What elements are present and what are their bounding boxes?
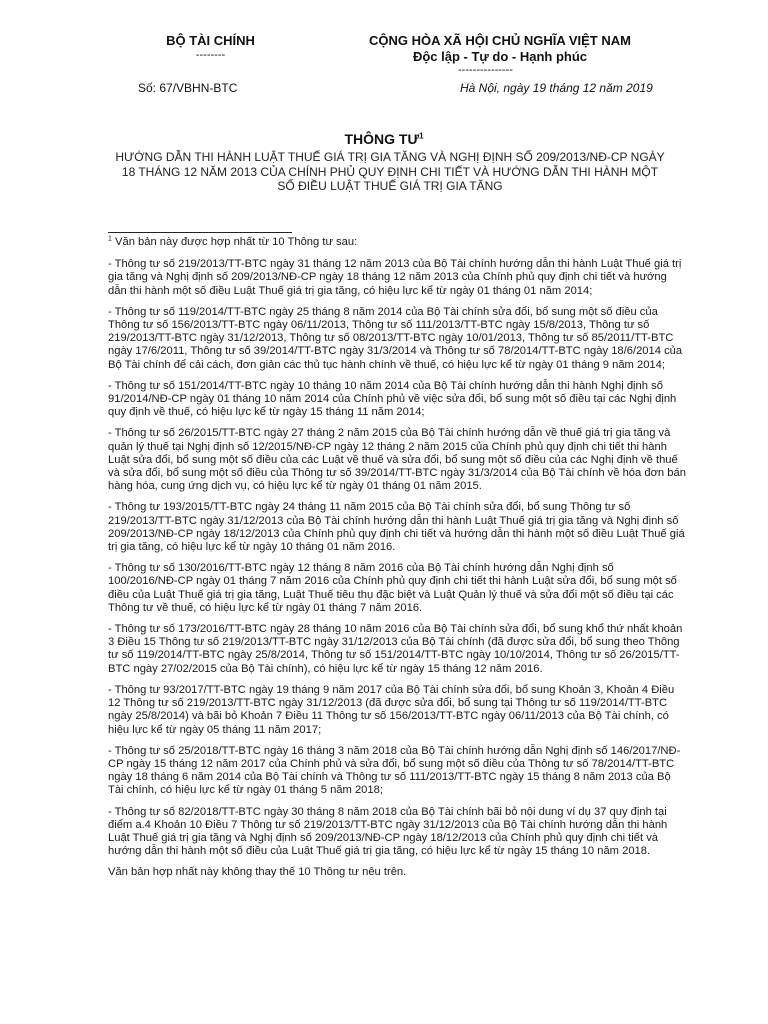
- footnote-section: [108, 236, 686, 880]
- footnote-list-item: - Thông tư số 26/2015/TT-BTC ngày 27 tháng 2 năm 2015 của Bộ Tài chính hướng dẫn về thuế giá trị gia tăng và quản lý thuế tại Nghị định số 12/2015/NĐ-CP ngày 12 tháng 2 năm 2015 của Chính phủ quy định chi tiết thi hành Luật sửa đổi, bổ sung một số điều của các Luật về thuế và sửa đổi, bổ sung một số điều của các Nghị định về thuế và sửa đổi, bổ sung một số điều của Thông tư số 39/2014/TT-BTC ngày 31/3/2014 của Bộ Tài chính về hóa đơn bán hàng hóa, cung ứng dịch vụ, có hiệu lực kể từ ngày 01 tháng 01 năm 2015.: [108, 427, 686, 493]
- footnote-list-item: - Thông tư số 219/2013/TT-BTC ngày 31 tháng 12 năm 2013 của Bộ Tài chính hướng dẫn thi hành Luật Thuế giá trị gia tăng và Nghị định số 209/2013/NĐ-CP ngày 18 tháng 12 năm 2013 của Chính phủ quy định chi tiết và hướng dẫn thi hành một số điều Luật Thuế giá trị gia tăng, có hiệu lực kể từ ngày 01 tháng 01 năm 2014;: [108, 258, 682, 297]
- footnote-list-item: - Thông tư 193/2015/TT-BTC ngày 24 tháng 11 năm 2015 của Bộ Tài chính sửa đổi, bổ sung Thông tư số 219/2013/TT-BTC ngày 31/12/2013 của Bộ Tài chính hướng dẫn thi hành Luật Thuế giá trị gia tăng và Nghị định số 209/2013/NĐ-CP ngày 18/12/2013 của Chính phủ quy định chi tiết và hướng dẫn thi hành một số điều Luật Thuế giá trị gia tăng, có hiệu lực kể từ ngày 10 tháng 01 năm 2016.: [108, 501, 685, 554]
- footnote-list-item: - Thông tư 93/2017/TT-BTC ngày 19 tháng 9 năm 2017 của Bộ Tài chính sửa đổi, bổ sung Khoản 3, Khoản 4 Điều 12 Thông tư số 219/2013/TT-BTC ngày 31/12/2013 (đã được sửa đổi, bổ sung tại Thông tư số 119/2014/TT-BTC ngày 25/8/2014) và bãi bỏ Khoản 7 Điều 11 Thông tư số 156/2013/TT-BTC ngày 06/11/2013 của Bộ Tài chính, có hiệu lực kể từ ngày 05 tháng 11 năm 2017;: [108, 683, 675, 736]
- document-number: Số: 67/VBHN-BTC: [138, 81, 238, 95]
- footnote-list-item: - Thông tư số 82/2018/TT-BTC ngày 30 tháng 8 năm 2018 của Bộ Tài chính bãi bỏ nội dung ví dụ 37 quy định tại điểm a.4 Khoản 10 Điều 7 Thông tư số 219/2013/TT-BTC ngày 31/12/2013 của Bộ Tài chính hướng dẫn thi hành Luật Thuế giá trị gia tăng và Nghị định số 209/2013/NĐ-CP ngày 18/12/2013 của Chính phủ quy định chi tiết và hướng dẫn thi hành một số điều của Luật Thuế giá trị gia tăng, có hiệu lực kể từ ngày 15 tháng 10 năm 2018.: [108, 805, 668, 858]
- document-date: Hà Nội, ngày 19 tháng 12 năm 2019: [460, 81, 653, 95]
- footnote-mark: 1: [108, 235, 112, 243]
- footnote-separator: [108, 232, 292, 233]
- footnote-list-item: - Thông tư số 151/2014/TT-BTC ngày 10 tháng 10 năm 2014 của Bộ Tài chính hướng dẫn thi hành Nghị định số 91/2014/NĐ-CP ngày 01 tháng 10 năm 2014 của Chính phủ về việc sửa đổi, bổ sung một số điều tại các Nghị định quy định về thuế, có hiệu lực kể từ ngày 15 tháng 11 năm 2014;: [108, 379, 677, 419]
- footnote-intro: [108, 236, 686, 249]
- agency-divider: --------: [195, 49, 226, 61]
- national-motto: Độc lập - Tự do - Hạnh phúc: [412, 49, 588, 64]
- national-heading-block: [340, 33, 660, 75]
- footnote-list-item: - Thông tư số 25/2018/TT-BTC ngày 16 tháng 3 năm 2018 của Bộ Tài chính hướng dẫn Nghị định số 146/2017/NĐ-CP ngày 15 tháng 12 năm 2017 của Chính phủ và sửa đổi, bổ sung một số điều của Thông tư số 78/2014/TT-BTC ngày 18 tháng 6 năm 2014 của Bộ Tài chính và Thông tư số 111/2013/TT-BTC ngày 15 tháng 8 năm 2013 của Bộ Tài chính, có hiệu lực kể từ ngày 01 tháng 5 năm 2018;: [108, 744, 681, 797]
- footnote-intro-text: Văn bản này được hợp nhất từ 10 Thông tư sau:: [111, 236, 358, 248]
- motto-divider: ---------------: [458, 64, 513, 76]
- issuing-agency-block: [118, 33, 303, 61]
- footnote-list-item: - Thông tư số 173/2016/TT-BTC ngày 28 tháng 10 năm 2016 của Bộ Tài chính sửa đổi, bổ sung khổ thứ nhất khoản 3 Điều 15 Thông tư số 219/2013/TT-BTC ngày 31/12/2013 của Bộ Tài chính (đã được sửa đổi, bổ sung theo Thông tư số 119/2014/TT-BTC ngày 25/8/2014, Thông tư số 151/2014/TT-BTC ngày 10/10/2014, Thông tư số 26/2015/TT-BTC ngày 27/02/2015 của Bộ Tài chính), có hiệu lực kể từ ngày 15 tháng 12 năm 2016.: [108, 623, 683, 675]
- footnote-list-item: - Thông tư số 119/2014/TT-BTC ngày 25 tháng 8 năm 2014 của Bộ Tài chính sửa đổi, bổ sung một số điều của Thông tư số 156/2013/TT-BTC ngày 06/11/2013, Thông tư số 111/2013/TT-BTC ngày 15/8/2013, Thông tư số 219/2013/TT-BTC ngày 31/12/2013, Thông tư số 08/2013/TT-BTC ngày 10/01/2013, Thông tư số 85/2011/TT-BTC ngày 17/6/2011, Thông tư số 39/2014/TT-BTC ngày 31/3/2014 và Thông tư số 78/2014/TT-BTC ngày 18/6/2014 của Bộ Tài chính để cải cách, đơn giản các thủ tục hành chính về thuế, có hiệu lực kể từ ngày 01 tháng 9 năm 2014;: [108, 305, 683, 371]
- issuing-agency: BỘ TÀI CHÍNH: [166, 33, 255, 48]
- document-title: [0, 130, 768, 148]
- country-name: CỘNG HÒA XÃ HỘI CHỦ NGHĨA VIỆT NAM: [369, 33, 631, 48]
- document-title-text: THÔNG TƯ: [344, 131, 420, 147]
- title-footnote-mark[interactable]: 1: [419, 131, 424, 141]
- document-subtitle: HƯỚNG DẪN THI HÀNH LUẬT THUẾ GIÁ TRỊ GIA TĂNG VÀ NGHỊ ĐỊNH SỐ 209/2013/NĐ-CP NGÀY 18 THÁNG 12 NĂM 2013 CỦA CHÍNH PHỦ QUY ĐỊNH CHI TIẾT VÀ HƯỚNG DẪN THI HÀNH MỘT SỐ ĐIỀU LUẬT THUẾ GIÁ TRỊ GIA TĂNG: [115, 150, 665, 193]
- footnote-list-item: - Thông tư số 130/2016/TT-BTC ngày 12 tháng 8 năm 2016 của Bộ Tài chính hướng dẫn Nghị định số 100/2016/NĐ-CP ngày 01 tháng 7 năm 2016 của Chính phủ quy định chi tiết thi hành Luật sửa đổi, bổ sung một số điều của Luật Thuế giá trị gia tăng, Luật Thuế tiêu thụ đặc biệt và Luật Quản lý thuế và sửa đổi một số điều tại các Thông tư về thuế, có hiệu lực kể từ ngày 01 tháng 7 năm 2016.: [108, 562, 677, 614]
- footnote-closing-note: Văn bản hợp nhất này không thay thế 10 Thông tư nêu trên.: [108, 866, 407, 879]
